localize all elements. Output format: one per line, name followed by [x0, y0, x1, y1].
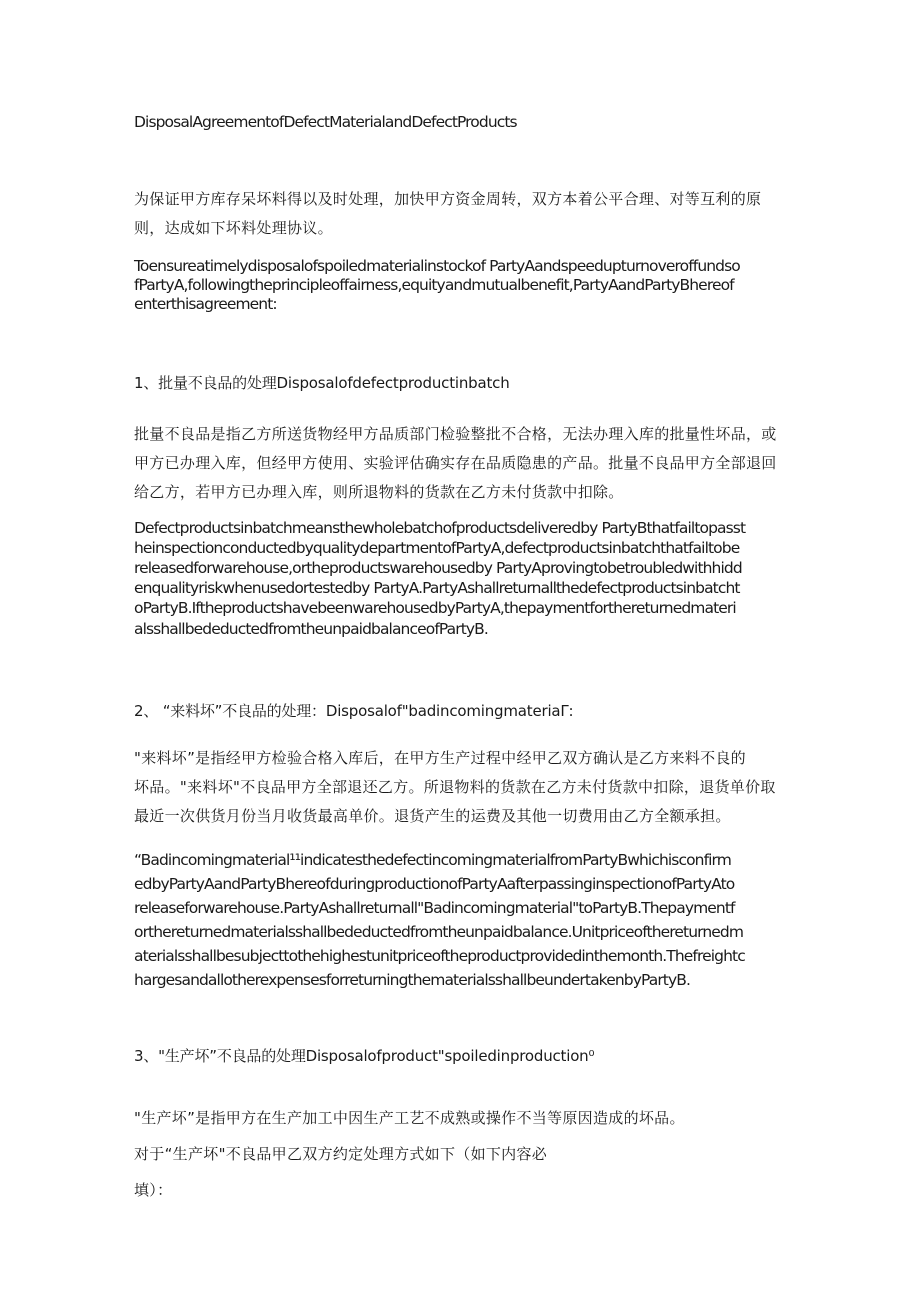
section-1-zh-line: 给乙方，若甲方已办理入库，则所退物料的货款在乙方未付货款中扣除。 [134, 483, 624, 501]
intro-en-line: enterthisagreement: [134, 295, 277, 313]
section-1-zh-line: 甲方已办理入库，但经甲方使用、实验评估确实存在品质隐患的产品。批量不良品甲方全部退回 [134, 454, 777, 472]
section-1-en-line: oPartyB.IftheproductshavebeenwarehousedbyPartyA,thepaymentforthereturnedmateri [134, 599, 736, 617]
section-3-zh-line: 对于“生产坏"不良品甲乙双方约定处理方式如下（如下内容必 [134, 1145, 548, 1163]
intro-en-line: fPartyA,followingtheprincipleoffairness,equityandmutualbenefit,PartyAandPartyBhereof [134, 276, 734, 294]
section-1-zh-line: 批量不良品是指乙方所送货物经甲方品质部门检验整批不合格，无法办理入库的批量性坏品，或 [134, 425, 777, 443]
section-3-zh-line: 填）： [134, 1181, 173, 1199]
intro-en-line: Toensureatimelydisposalofspoiledmaterialinstockof PartyAandspeedupturnoveroffundso [134, 257, 740, 275]
section-2-zh-line: 坏品。"来料坏"不良品甲方全部退还乙方。所退物料的货款在乙方未付货款中扣除，退货单价取 [134, 778, 776, 796]
section-1-en-line: heinspectionconductedbyqualitydepartmentofPartyA,defectproductsinbatchthatfailtobe [134, 539, 740, 557]
section-1-en-line: Defectproductsinbatchmeansthewholebatchofproductsdeliveredby PartyBthatfailtopasst [134, 519, 746, 537]
intro-zh-line: 为保证甲方库存呆坏料得以及时处理，加快甲方资金周转，双方本着公平合理、对等互利的原 [134, 190, 762, 208]
section-2-zh-line: "来料坏”是指经甲方检验合格入库后，在甲方生产过程中经甲乙双方确认是乙方来料不良的 [134, 749, 746, 767]
section-2-zh-line: 最近一次供货月份当月收货最高单价。退货产生的运费及其他一切费用由乙方全额承担。 [134, 807, 731, 825]
section-2-en-line: aterialsshallbesubjecttothehighestunitpriceoftheproductprovidedinthemonth.Thefreightc [134, 947, 745, 965]
section-1-en-line: enqualityriskwhenusedortestedby PartyA.PartyAshallreturnallthedefectproductsinbatcht [134, 579, 740, 597]
intro-zh-line: 则，达成如下坏料处理协议。 [134, 219, 333, 237]
section-2-en-line: orthereturnedmaterialsshallbedeductedfromtheunpaidbalance.Unitpriceofthereturnedm [134, 923, 744, 941]
section-3-heading: 3、"生产坏”不良品的处理Disposalofproduct"spoiledinproduction⁰ [134, 1047, 595, 1065]
section-1-en-line: alsshallbedeductedfromtheunpaidbalanceofPartyB. [134, 620, 488, 638]
section-2-en-line: releaseforwarehouse.PartyAshallreturnall"Badincomingmaterial"toPartyB.Thepaymentf [134, 899, 735, 917]
section-3-zh-line: "生产坏”是指甲方在生产加工中因生产工艺不成熟或操作不当等原因造成的坏品。 [134, 1109, 685, 1127]
section-2-en-line: “Badincomingmaterial¹¹indicatesthedefectincomingmaterialfromPartyBwhichisconfirm [134, 851, 731, 869]
document-title: DisposalAgreementofDefectMaterialandDefectProducts [134, 113, 517, 131]
section-1-heading: 1、批量不良品的处理Disposalofdefectproductinbatch [134, 374, 510, 392]
section-2-heading: 2、 “来料坏”不良品的处理：Disposalof"badincomingmateriaΓ: [134, 702, 574, 720]
section-2-en-line: hargesandallotherexpensesforreturningthematerialsshallbeundertakenbyPartyB. [134, 971, 691, 989]
section-1-en-line: releasedforwarehouse,ortheproductswarehousedby PartyAprovingtobetroubledwithhidd [134, 559, 742, 577]
section-2-en-line: edbyPartyAandPartyBhereofduringproductionofPartyAafterpassinginspectionofPartyAto [134, 875, 735, 893]
